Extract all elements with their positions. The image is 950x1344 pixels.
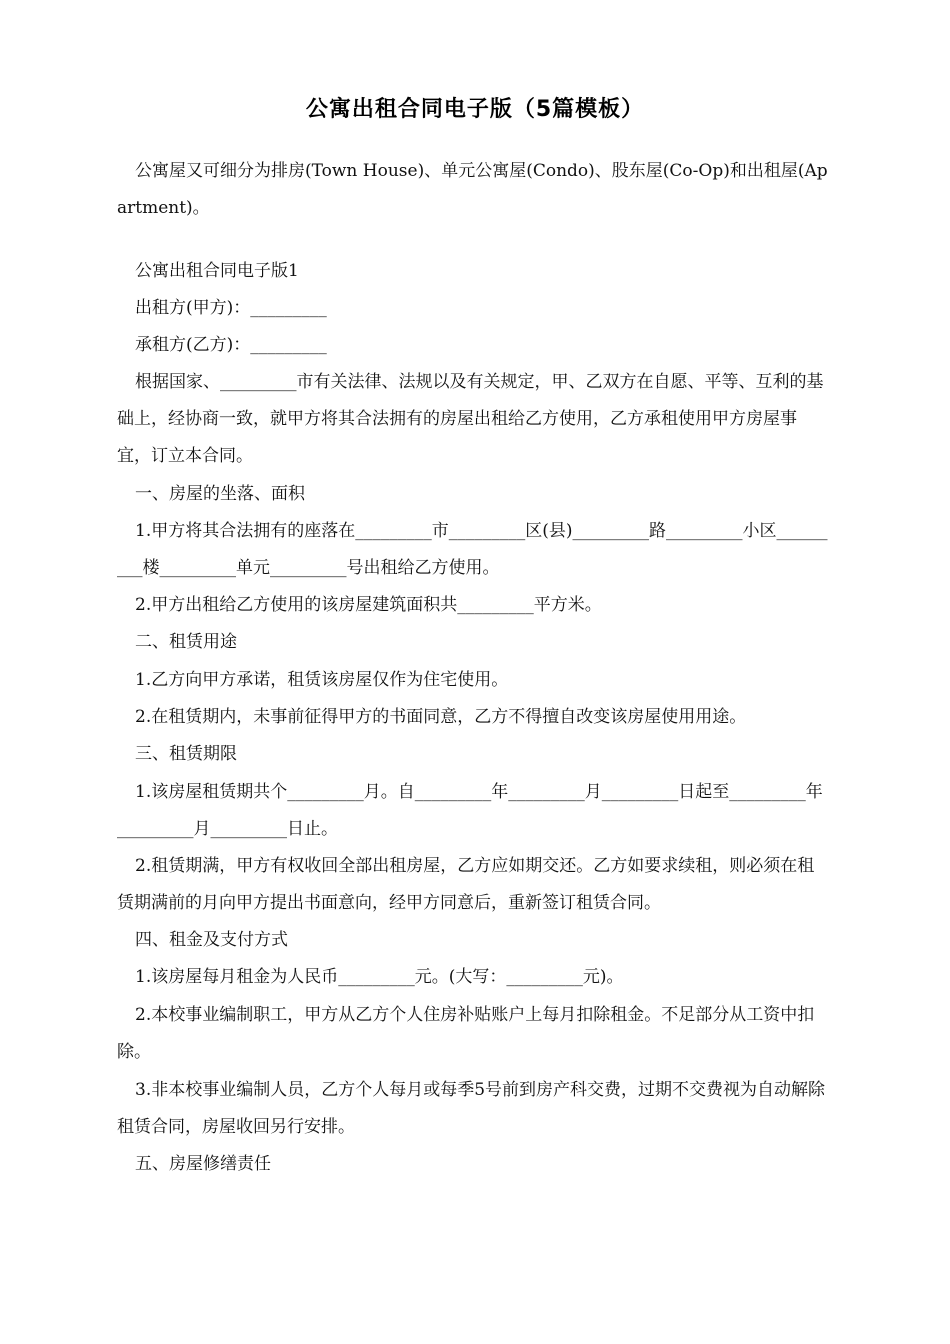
clause-4-1: 1.该房屋每月租金为人民币_________元。(大写：_________元)。	[135, 967, 624, 987]
contract-heading: 公寓出租合同电子版1	[135, 261, 299, 281]
document-title: 公寓出租合同电子版（5篇模板）	[305, 97, 645, 122]
clause-1-1: 1.甲方将其合法拥有的座落在_________市_________区(县)_________路_________小区_________楼_________单元_________号出租给乙方使用。	[117, 521, 828, 578]
preamble-paragraph: 根据国家、_________市有关法律、法规以及有关规定，甲、乙双方在自愿、平等、互利的基础上，经协商一致，就甲方将其合法拥有的房屋出租给乙方使用，乙方承租使用甲方房屋事宜，订立本合同。	[117, 372, 824, 466]
lessee-line: 承租方(乙方)：_________	[135, 335, 327, 355]
section-heading-3: 三、租赁期限	[135, 744, 237, 764]
section-heading-5: 五、房屋修缮责任	[135, 1154, 271, 1174]
clause-3-1: 1.该房屋租赁期共个_________月。自_________年_________月_________日起至_________年_________月_________日止。	[117, 782, 823, 839]
section-heading-4: 四、租金及支付方式	[135, 930, 288, 950]
section-heading-2: 二、租赁用途	[135, 632, 237, 652]
lessor-line: 出租方(甲方)：_________	[135, 298, 327, 318]
intro-paragraph: 公寓屋又可细分为排房(Town House)、单元公寓屋(Condo)、股东屋(Co-Op)和出租屋(Apartment)。	[117, 161, 828, 218]
clause-2-1: 1.乙方向甲方承诺，租赁该房屋仅作为住宅使用。	[135, 670, 509, 690]
clause-2-2: 2.在租赁期内，未事前征得甲方的书面同意，乙方不得擅自改变该房屋使用用途。	[135, 707, 747, 727]
clause-3-2: 2.租赁期满，甲方有权收回全部出租房屋，乙方应如期交还。乙方如要求续租，则必须在租赁期满前的月向甲方提出书面意向，经甲方同意后，重新签订租赁合同。	[117, 856, 815, 913]
clause-4-3: 3.非本校事业编制人员，乙方个人每月或每季5号前到房产科交费，过期不交费视为自动解除租赁合同，房屋收回另行安排。	[117, 1080, 826, 1137]
clause-4-2: 2.本校事业编制职工，甲方从乙方个人住房补贴账户上每月扣除租金。不足部分从工资中扣除。	[117, 1005, 815, 1062]
section-heading-1: 一、房屋的坐落、面积	[135, 484, 305, 504]
clause-1-2: 2.甲方出租给乙方使用的该房屋建筑面积共_________平方米。	[135, 595, 602, 615]
